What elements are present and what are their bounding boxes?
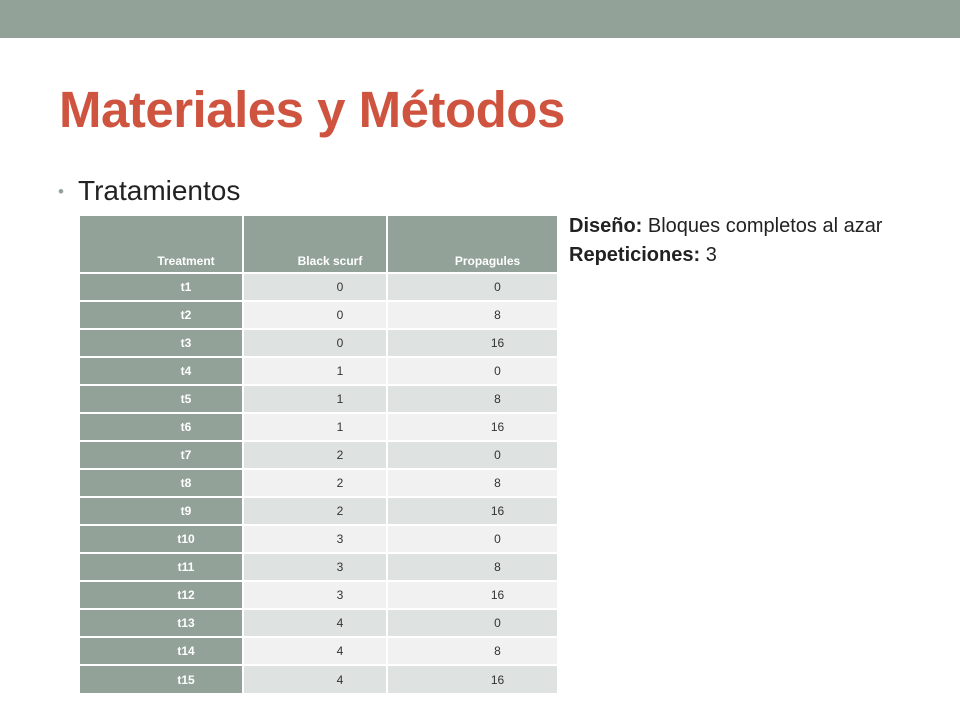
repetitions-value: 3 (700, 244, 717, 266)
table-row (80, 637, 557, 665)
repetitions-label: Repeticiones: (569, 244, 701, 266)
table-row (80, 469, 557, 497)
cell-black-scurf: 2 (243, 469, 387, 497)
table-row (80, 553, 557, 581)
cell-treatment: t8 (80, 469, 243, 497)
table-row (80, 665, 557, 693)
cell-black-scurf: 1 (243, 357, 387, 385)
cell-propagules: 8 (387, 637, 557, 665)
cell-black-scurf: 3 (243, 581, 387, 609)
cell-propagules: 0 (387, 441, 557, 469)
cell-treatment: t2 (80, 301, 243, 329)
repetitions-line (569, 241, 882, 270)
cell-treatment: t4 (80, 357, 243, 385)
table-row (80, 357, 557, 385)
design-value: Bloques completos al azar (642, 215, 883, 237)
cell-propagules: 8 (387, 301, 557, 329)
cell-propagules: 8 (387, 469, 557, 497)
header-black-scurf: Black scurf (243, 216, 387, 273)
cell-black-scurf: 0 (243, 273, 387, 301)
cell-propagules: 8 (387, 553, 557, 581)
cell-black-scurf: 1 (243, 413, 387, 441)
cell-black-scurf: 3 (243, 553, 387, 581)
cell-treatment: t13 (80, 609, 243, 637)
design-label: Diseño: (569, 215, 643, 237)
slide-title: Materiales y Métodos (59, 81, 565, 138)
cell-treatment: t14 (80, 637, 243, 665)
header-propagules: Propagules (387, 216, 557, 273)
top-accent-band (0, 0, 960, 38)
header-treatment: Treatment (80, 216, 243, 273)
design-line (569, 212, 882, 241)
cell-black-scurf: 3 (243, 525, 387, 553)
cell-treatment: t3 (80, 329, 243, 357)
table-row (80, 413, 557, 441)
cell-treatment: t12 (80, 581, 243, 609)
cell-treatment: t11 (80, 553, 243, 581)
cell-black-scurf: 2 (243, 441, 387, 469)
table-row (80, 525, 557, 553)
cell-propagules: 0 (387, 357, 557, 385)
cell-propagules: 16 (387, 413, 557, 441)
cell-black-scurf: 1 (243, 385, 387, 413)
cell-propagules: 0 (387, 273, 557, 301)
cell-propagules: 16 (387, 581, 557, 609)
cell-treatment: t9 (80, 497, 243, 525)
cell-treatment: t15 (80, 665, 243, 693)
table-row (80, 497, 557, 525)
table-header-row (80, 216, 557, 273)
cell-propagules: 8 (387, 385, 557, 413)
cell-black-scurf: 2 (243, 497, 387, 525)
cell-black-scurf: 4 (243, 609, 387, 637)
cell-propagules: 0 (387, 525, 557, 553)
bullet-text: Tratamientos (78, 175, 241, 206)
table-row (80, 329, 557, 357)
table-row (80, 385, 557, 413)
treatments-table (80, 216, 557, 693)
bullet-item (58, 175, 240, 207)
table-row (80, 273, 557, 301)
cell-propagules: 16 (387, 329, 557, 357)
cell-treatment: t6 (80, 413, 243, 441)
cell-black-scurf: 4 (243, 637, 387, 665)
table-row (80, 301, 557, 329)
cell-treatment: t1 (80, 273, 243, 301)
cell-black-scurf: 0 (243, 301, 387, 329)
cell-propagules: 16 (387, 497, 557, 525)
cell-black-scurf: 0 (243, 329, 387, 357)
table-row (80, 581, 557, 609)
cell-propagules: 16 (387, 665, 557, 693)
cell-black-scurf: 4 (243, 665, 387, 693)
cell-treatment: t10 (80, 525, 243, 553)
table-row (80, 441, 557, 469)
bullet-icon: • (58, 182, 64, 201)
cell-propagules: 0 (387, 609, 557, 637)
design-info (569, 212, 882, 270)
table-row (80, 609, 557, 637)
cell-treatment: t5 (80, 385, 243, 413)
cell-treatment: t7 (80, 441, 243, 469)
